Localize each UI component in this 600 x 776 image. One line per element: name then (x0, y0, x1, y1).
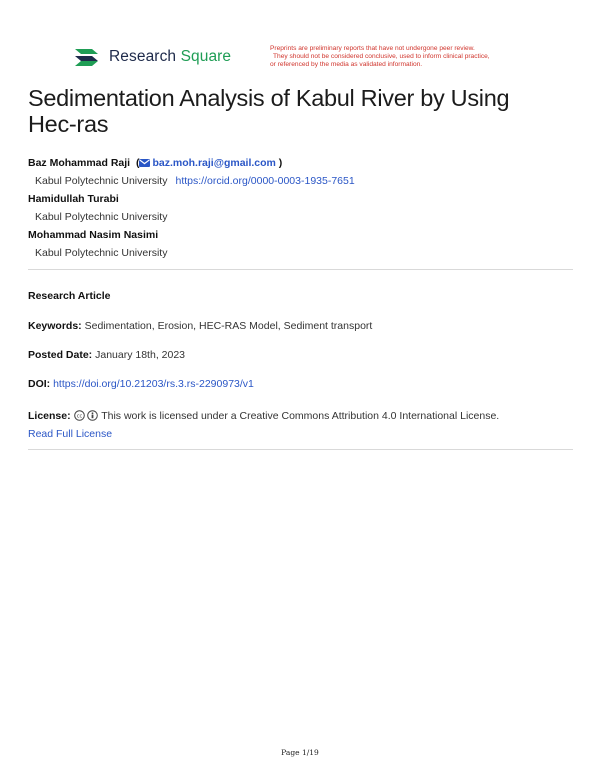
keywords: Keywords: Sedimentation, Erosion, HEC-RAS Model, Sediment transport (28, 320, 373, 332)
author-affiliation: Kabul Polytechnic University https://orcid.org/0000-0003-1935-7651 (35, 175, 355, 187)
brand-name: Research Square (109, 48, 232, 65)
author-affiliation: Kabul Polytechnic University (35, 211, 168, 223)
creative-commons-icon (74, 410, 85, 421)
author-list (28, 154, 355, 262)
attribution-icon (87, 410, 98, 421)
author-email-link[interactable]: baz.moh.raji@gmail.com (152, 157, 276, 169)
article-type: Research Article (28, 290, 111, 302)
doi-link[interactable]: https://doi.org/10.21203/rs.3.rs-2290973/v1 (53, 378, 254, 390)
license: License: cc This work is licensed under a Creative Commons Attribution 4.0 International License. Read Full License (28, 410, 500, 440)
author-name: Baz Mohammad Raji (28, 157, 131, 169)
doi: DOI: https://doi.org/10.21203/rs.3.rs-2290973/v1 (28, 378, 254, 390)
paper-title: Sedimentation Analysis of Kabul River by Using Hec-ras (28, 85, 510, 137)
author-affiliation: Kabul Polytechnic University (35, 247, 168, 259)
author-name: Hamidullah Turabi (28, 193, 119, 205)
read-full-license-link[interactable]: Read Full License (28, 428, 113, 440)
preprint-disclaimer: Preprints are preliminary reports that have not undergone peer review. They should not be considered conclusive, used to inform clinical practice, or referenced by the media as validated information. (270, 45, 490, 69)
svg-text:cc: cc (76, 413, 82, 420)
envelope-icon (139, 159, 150, 167)
author-name: Mohammad Nasim Nasimi (28, 229, 159, 241)
page-number: Page 1/19 (281, 748, 319, 757)
orcid-link[interactable]: https://orcid.org/0000-0003-1935-7651 (175, 175, 355, 187)
research-square-logo-icon (72, 46, 102, 68)
author-entry: Baz Mohammad Raji ( baz.moh.raji@gmail.com ) (28, 157, 283, 169)
divider (28, 449, 573, 450)
posted-date: Posted Date: January 18th, 2023 (28, 349, 186, 361)
research-square-logo[interactable] (72, 46, 231, 68)
divider (28, 269, 573, 270)
